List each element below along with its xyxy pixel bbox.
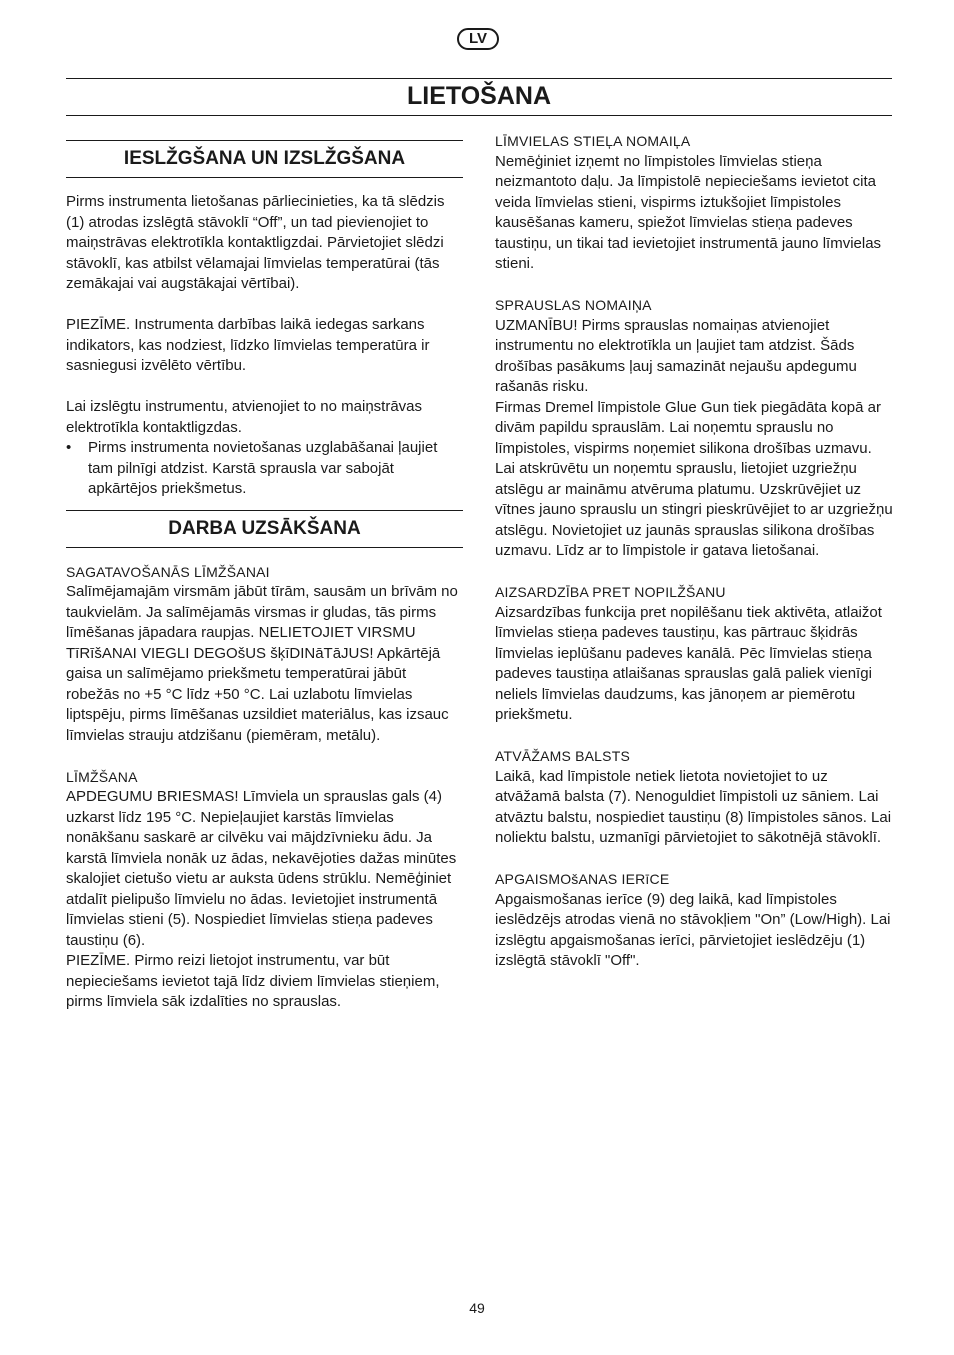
paragraph-nozzle-change: Firmas Dremel līmpistole Glue Gun tiek piegādāta kopā ar divām papildu sprauslām. Lai noņemtu sprauslu no līmpistoles, vispirms noņemiet silikona drošības uzmavu. Lai atskrūvētu un noņemtu sprauslu, lietojiet uzgriežņu atslēgu ar maināmu atvēruma platumu. Uzskrūvējiet uz vītnes jauno sprauslu un stingri pieskrūvējiet to ar uzgriežņu atslēgu. Novietojiet uz jaunās sprauslas silikona drošības uzmavu. Līdz ar to līmpistole ir gatava lietošanai. <box>495 398 893 559</box>
section-heading-switching: IESLŽGŠANA UN IZSLŽGŠANA <box>66 140 463 178</box>
paragraph-drip-protection: Aizsardzības funkcija pret nopilēšanu tiek aktivēta, atlaižot līmvielas stieņa padeves taustiņu, kas pārtrauc šķidrās līmvielas ieplūšanu padeves kanālā. Pēc līmvielas stieņa padeves taustiņa atlaišanas sprauslas galā paliek vienīgi neliels līmvielas daudzums, kas jānoņem ar piemērotu priekšmetu. <box>495 603 882 723</box>
title-bottom-rule <box>66 115 892 116</box>
subheading-gluing: LĪMŽŠANA <box>66 768 138 785</box>
paragraph-gluing: APDEGUMU BRIESMAS! Līmviela un sprauslas gals (4) uzkarst līdz 195 °C. Nepieļaujiet karstās līmvielas nonākšanu saskarē ar cilvēku vai mājdzīvnieku ādu. Ja karstā līmviela nonāk uz ādas, nekavējoties dažas minūtes skalojiet cietušo vietu ar auksta ūdens strūklu. Nemēģiniet atdalīt pielipušo līmvielu no ādas. Ievietojiet instrumentā līmvielas stieni (5). Nospiediet līmvielas stieņa padeves taustiņu (6). <box>66 788 457 949</box>
paragraph-stick-change: Nemēģiniet izņemt no līmpistoles līmvielas stieņa neizmantoto daļu. Ja līmpistolē nepieciešams ievietot cita veida līmvielas stieni, vispirms iztukšojiet līmpistoles kausēšanas kameru, spiežot līmvielas stieņa padeves taustiņu, un tikai tad ievietojiet instrumentā jauno līmvielas stieni. <box>495 152 882 272</box>
section-heading-getting-started: DARBA UZSĀKŠANA <box>66 510 463 548</box>
paragraph-light: Apgaismošanas ierīce (9) deg laikā, kad līmpistoles ieslēdzējs atrodas vienā no stāvokļiem "On” (Low/High). Lai izslēgtu apgaismošanas ierīci, pārvietojiet ieslēdzēju (1) izslēgtā stāvoklī "Off". <box>495 890 891 969</box>
right-column <box>495 131 895 972</box>
left-column <box>66 140 463 1013</box>
title-top-rule <box>66 78 892 79</box>
subheading-drip-protection: AIZSARDZĪBA PRET NOPILŽŠANU <box>495 584 726 600</box>
paragraph-stand: Laikā, kad līmpistole netiek lietota novietojiet to uz atvāžamā balsta (7). Nenoguldiet līmpistoli uz sāniem. Lai atvāztu balstu, nospiediet taustiņu (8) līmpistoles sānos. Lai noliektu balstu, uzmanīgi pārvietojiet to sākotnējā stāvoklī. <box>495 767 892 846</box>
page-number: 49 <box>469 1300 485 1316</box>
paragraph-gluing-note: PIEZĪME. Pirmo reizi lietojot instrumentu, var būt nepieciešams ievietot tajā līdz diviem līmvielas stieņiem, pirms līmviela sāk izdalīties no sprauslas. <box>66 952 440 1010</box>
paragraph-nozzle-warning: UZMANĪBU! Pirms sprauslas nomaiņas atvienojiet instrumentu no elektrotīkla un ļaujiet tam atdzist. Šāds drošības pasākums ļauj samazināt nejaušu apdegumu rašanās risku. <box>495 316 857 395</box>
page-title: LIETOŠANA <box>407 82 551 110</box>
subheading-stand: ATVĀŽAMS BALSTS <box>495 748 630 764</box>
subheading-preparation: SAGATAVOŠANĀS LĪMŽŠANAI <box>66 563 270 580</box>
paragraph-note-indicator: PIEZĪME. Instrumenta darbības laikā iedegas sarkans indikators, kas nodziest, līdzko līmvielas temperatūra ir sasniegusi izvēlēto vērtību. <box>66 316 430 374</box>
subheading-nozzle-change: SPRAUSLAS NOMAIŅA <box>495 297 652 313</box>
paragraph-switch-on: Pirms instrumenta lietošanas pārliecinieties, ka tā slēdzis (1) atrodas izslēgtā stāvoklī “Off”, un tad pievienojiet to maiņstrāvas elektrotīkla kontaktligzdai. Pārvietojiet slēdzi stāvoklī, kas atbilst vēlamajai līmvielas temperatūrai (tās zemākajai vai augstākajai vērtībai). <box>66 193 445 292</box>
language-badge: LV <box>457 28 499 50</box>
subheading-stick-change: LĪMVIELAS STIEĻA NOMAIĻA <box>495 133 691 149</box>
bullet-list <box>66 438 463 500</box>
subheading-light: APGAISMOšANAS IERīCE <box>495 871 670 887</box>
paragraph-preparation: Salīmējamajām virsmām jābūt tīrām, sausām un brīvām no taukvielām. Ja salīmējamās virsmas ir gludas, tās pirms līmēšanas jāpadara raupjas. NELIETOJIET VIRSMU TīRīšANAI VIEGLI DEGOšUS šķīDINāTāJUS! Apkārtējā gaisa un salīmējamo priekšmetu temperatūrai jābūt robežās no +5 °C līdz +50 °C. Lai uzlabotu līmvielas liptspēju, pirms līmēšanas uzsildiet materiālus, kas izsauc līmvielas strauju atdzišanu (piemēram, metālu). <box>66 583 458 744</box>
paragraph-switch-off: Lai izslēgtu instrumentu, atvienojiet to no maiņstrāvas elektrotīkla kontaktligzdas. <box>66 398 423 436</box>
bullet-item-cooling: • Pirms instrumenta novietošanas uzglabāšanai ļaujiet tam pilnīgi atdzist. Karstā sprausla var sabojāt apkārtējos priekšmetus. <box>66 438 463 500</box>
